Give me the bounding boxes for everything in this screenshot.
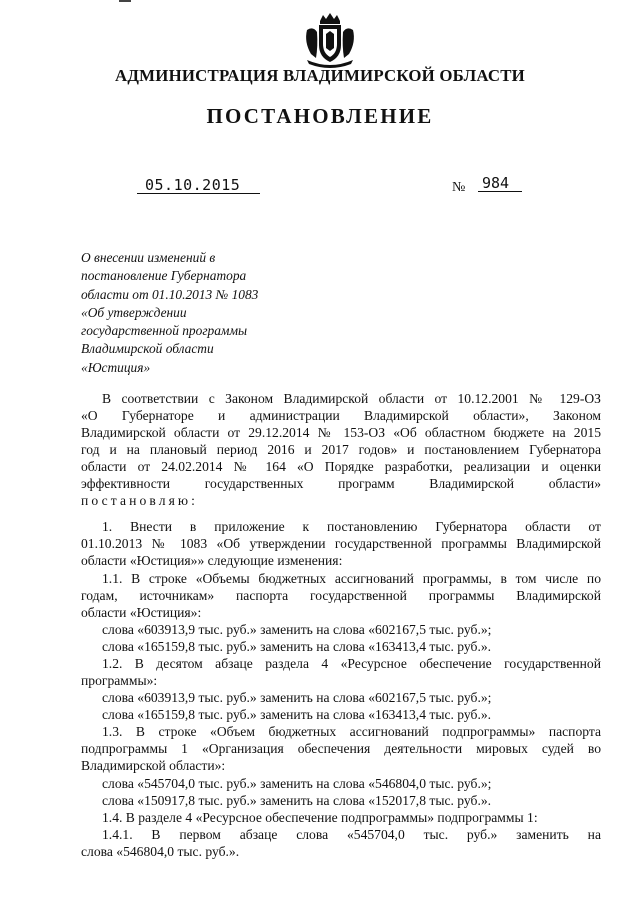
body-line: Владимирской области от 29.12.2014 № 153-ОЗ «Об областном бюджете на 2015 — [81, 425, 601, 440]
document-number-label: № — [452, 180, 466, 195]
subject-line: «Юстиция» — [81, 359, 151, 375]
body-line: слова «603913,9 тыс. руб.» заменить на слова «602167,5 тыс. руб.»; — [102, 690, 492, 705]
body-line: слова «165159,8 тыс. руб.» заменить на слова «163413,4 тыс. руб.». — [102, 707, 492, 722]
body-line: «О Губернаторе и администрации Владимирской области», Законом — [81, 408, 601, 423]
body-line: годам, источникам» паспорта государственной программы Владимирской — [81, 588, 601, 603]
body-line: слова «165159,8 тыс. руб.» заменить на слова «163413,4 тыс. руб.». — [102, 639, 492, 654]
body-line: Владимирской области»: — [81, 758, 226, 773]
document-subject — [81, 249, 321, 377]
body-line: 1.3. В строке «Объем бюджетных ассигнований подпрограммы» паспорта — [102, 724, 601, 739]
body-line: 1.4. В разделе 4 «Ресурсное обеспечение подпрограммы» подпрограммы 1: — [102, 810, 538, 825]
coat-of-arms-icon — [301, 12, 359, 68]
body-line: 1.4.1. В первом абзаце слова «545704,0 тыс. руб.» заменить на — [102, 827, 601, 842]
subject-line: Владимирской области — [81, 341, 214, 357]
body-line: слова «546804,0 тыс. руб.». — [81, 844, 240, 859]
body-line: В соответствии с Законом Владимирской области от 10.12.2001 № 129-ОЗ — [102, 391, 601, 406]
scan-mark — [119, 0, 131, 2]
subject-line: области от 01.10.2013 № 1083 — [81, 286, 259, 302]
body-line: области от 24.02.2014 № 164 «О Порядке разработки, реализации и оценки — [81, 459, 601, 474]
subject-line: «Об утверждении — [81, 304, 187, 320]
body-line: 01.10.2013 № 1083 «Об утверждении государственной программы Владимирской — [81, 536, 601, 551]
body-line: 1.2. В десятом абзаце раздела 4 «Ресурсное обеспечение государственной — [102, 656, 601, 671]
body-line: программы»: — [81, 673, 158, 688]
document-number: 984 — [478, 175, 522, 192]
subject-line: постановление Губернатора — [81, 268, 247, 284]
body-line: 1. Внести в приложение к постановлению Губернатора области от — [102, 519, 601, 534]
document-type-title: ПОСТАНОВЛЕНИЕ — [206, 104, 434, 128]
body-line: постановляю: — [81, 493, 199, 508]
body-line: подпрограммы 1 «Организация обеспечения деятельности мировых судей во — [81, 741, 601, 756]
body-line: слова «150917,8 тыс. руб.» заменить на слова «152017,8 тыс. руб.». — [102, 793, 492, 808]
body-line: год и на плановый период 2016 и 2017 годов» и постановлением Губернатора — [81, 442, 601, 457]
document-date: 05.10.2015 — [137, 177, 260, 194]
body-line: области «Юстиция»: — [81, 605, 202, 620]
subject-line: государственной программы — [81, 323, 248, 339]
body-line: эффективности государственных программ Владимирской области» — [81, 476, 601, 491]
body-line: области «Юстиция»» следующие изменения: — [81, 553, 343, 568]
body-line: слова «545704,0 тыс. руб.» заменить на слова «546804,0 тыс. руб.»; — [102, 776, 492, 791]
body-line: 1.1. В строке «Объемы бюджетных ассигнований программы, в том числе по — [102, 571, 601, 586]
subject-line: О внесении изменений в — [81, 250, 216, 265]
body-line: слова «603913,9 тыс. руб.» заменить на слова «602167,5 тыс. руб.»; — [102, 622, 492, 637]
organization-title: АДМИНИСТРАЦИЯ ВЛАДИМИРСКОЙ ОБЛАСТИ — [115, 66, 525, 85]
